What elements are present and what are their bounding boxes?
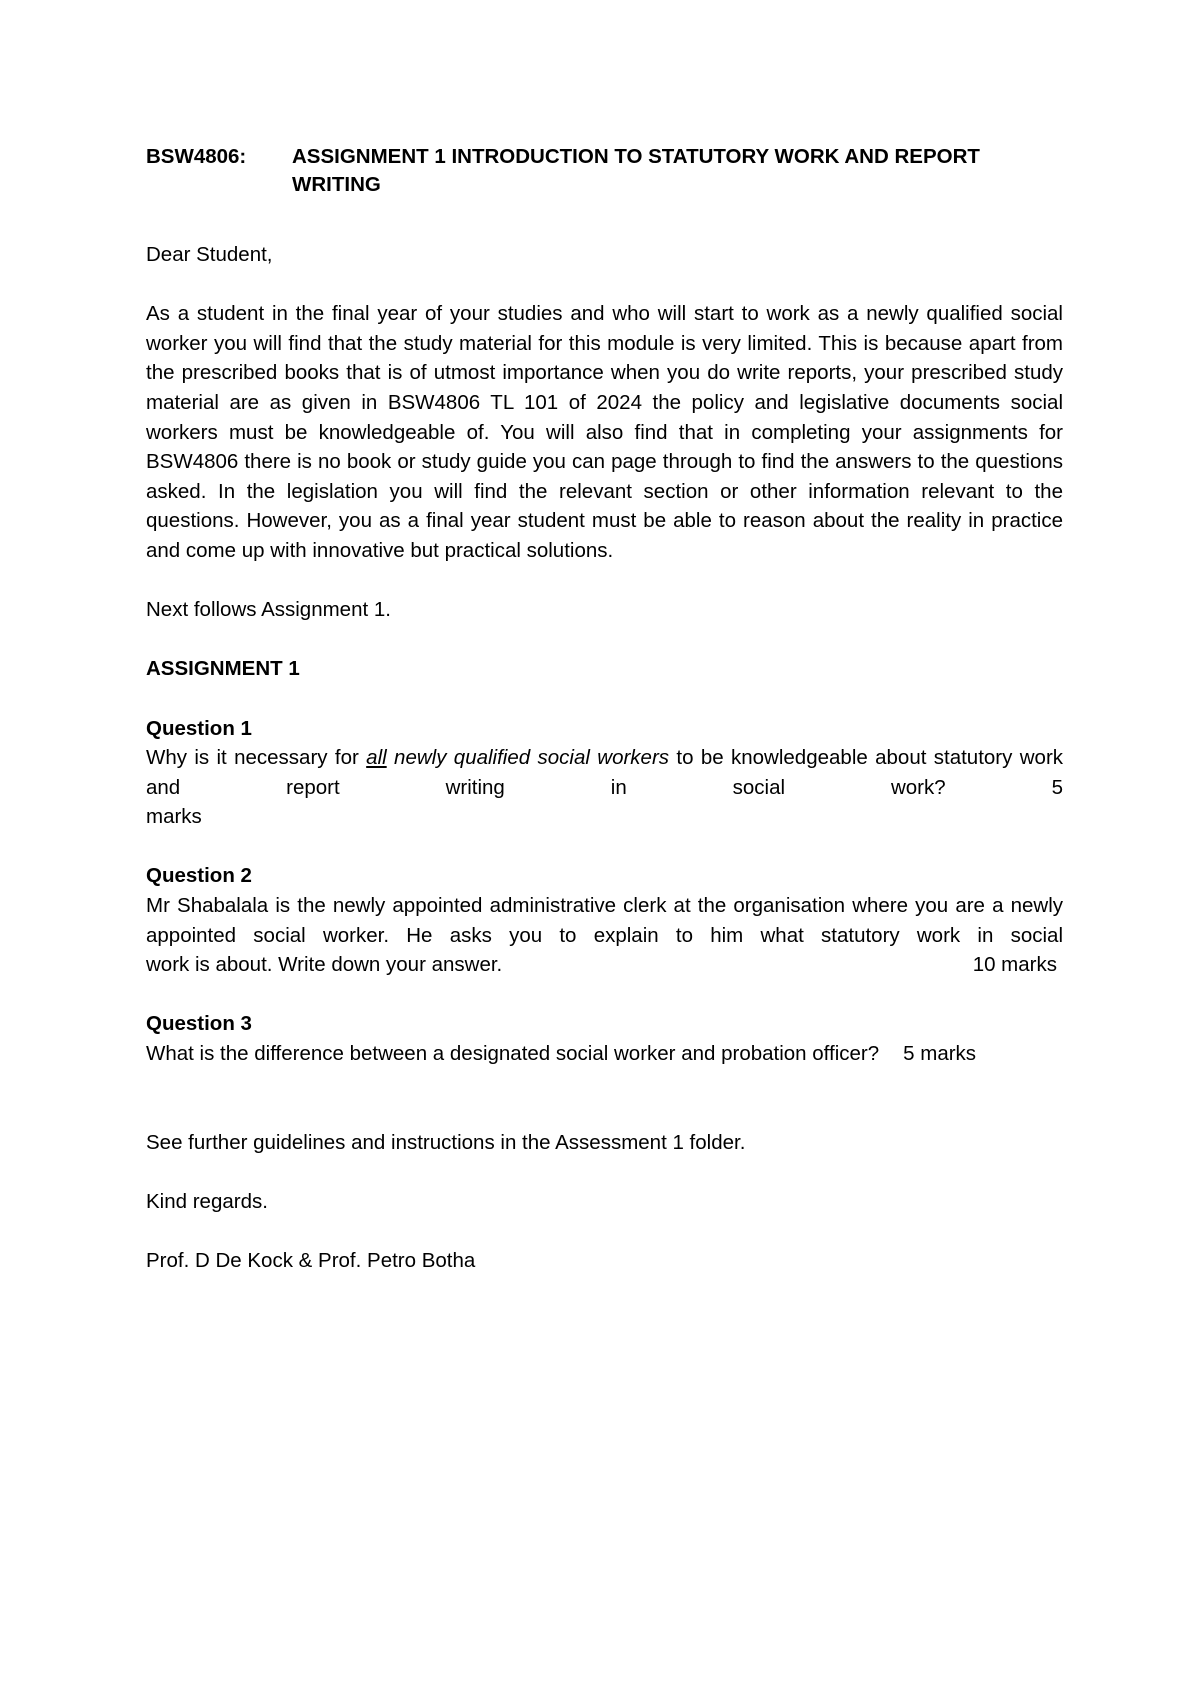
module-code: BSW4806: <box>146 145 247 168</box>
document-heading <box>146 143 1063 199</box>
question-3-text: What is the difference between a designated social worker and probation officer? <box>146 1042 880 1066</box>
intro-paragraph: As a student in the final year of your studies and who will start to work as a newly qualified social worker you will find that the study material for this module is very limited. This is because apart from the prescribed books that is of utmost importance when you do write reports, your prescribed study material are as given in BSW4806 TL 101 of 2024 the policy and legislative documents social workers must be knowledgeable of. You will also find that in completing your assignments for BSW4806 there is no book or study guide you can page through to find the answers to the questions asked. In the legislation you will find the relevant section or other information relevant to the questions. However, you as a final year student must be able to reason about the reality in practice and come up with innovative but practical solutions. <box>146 302 1063 562</box>
question-1-emphasis: newly qualified social workers <box>386 746 670 770</box>
assignment-title: ASSIGNMENT 1 INTRODUCTION TO STATUTORY WORK AND REPORT WRITING <box>292 145 980 196</box>
next-follows-text: Next follows Assignment 1. <box>146 598 391 622</box>
greeting: Dear Student, <box>146 243 273 266</box>
guidelines-text: See further guidelines and instructions in the Assessment 1 folder. <box>146 1130 746 1154</box>
question-1-marks-word: marks <box>146 805 202 829</box>
question-1-text-after: to be knowledgeable about statutory work and report writing in social work? <box>146 746 1064 799</box>
question-1 <box>146 714 1063 832</box>
question-3-marks: 5 marks <box>903 1042 977 1066</box>
question-2-marks: 10 marks <box>972 953 1057 977</box>
question-1-label: Question 1 <box>146 716 252 740</box>
question-2 <box>146 861 1063 979</box>
document-page <box>146 143 1063 1276</box>
question-2-label: Question 2 <box>146 864 252 888</box>
closing-text: Kind regards. <box>146 1189 268 1213</box>
question-3-label: Question 3 <box>146 1012 252 1036</box>
question-2-last-line <box>146 950 1063 980</box>
question-2-text-end: work is about. Write down your answer. <box>146 953 503 977</box>
signature: Prof. D De Kock & Prof. Petro Botha <box>146 1249 476 1272</box>
question-2-text: Mr Shabalala is the newly appointed administrative clerk at the organisation where you are a newly appointed social worker. He asks you to explain to him what statutory work in social <box>146 894 1063 947</box>
question-3-line <box>146 1039 1063 1069</box>
question-1-marks-number: 5 <box>1051 775 1063 799</box>
question-1-emphasis-all: all <box>366 746 387 770</box>
question-1-text <box>146 743 1063 802</box>
question-3 <box>146 1009 1063 1068</box>
assignment-heading: ASSIGNMENT 1 <box>146 657 300 681</box>
question-1-text-before: Why is it necessary for <box>146 746 367 770</box>
